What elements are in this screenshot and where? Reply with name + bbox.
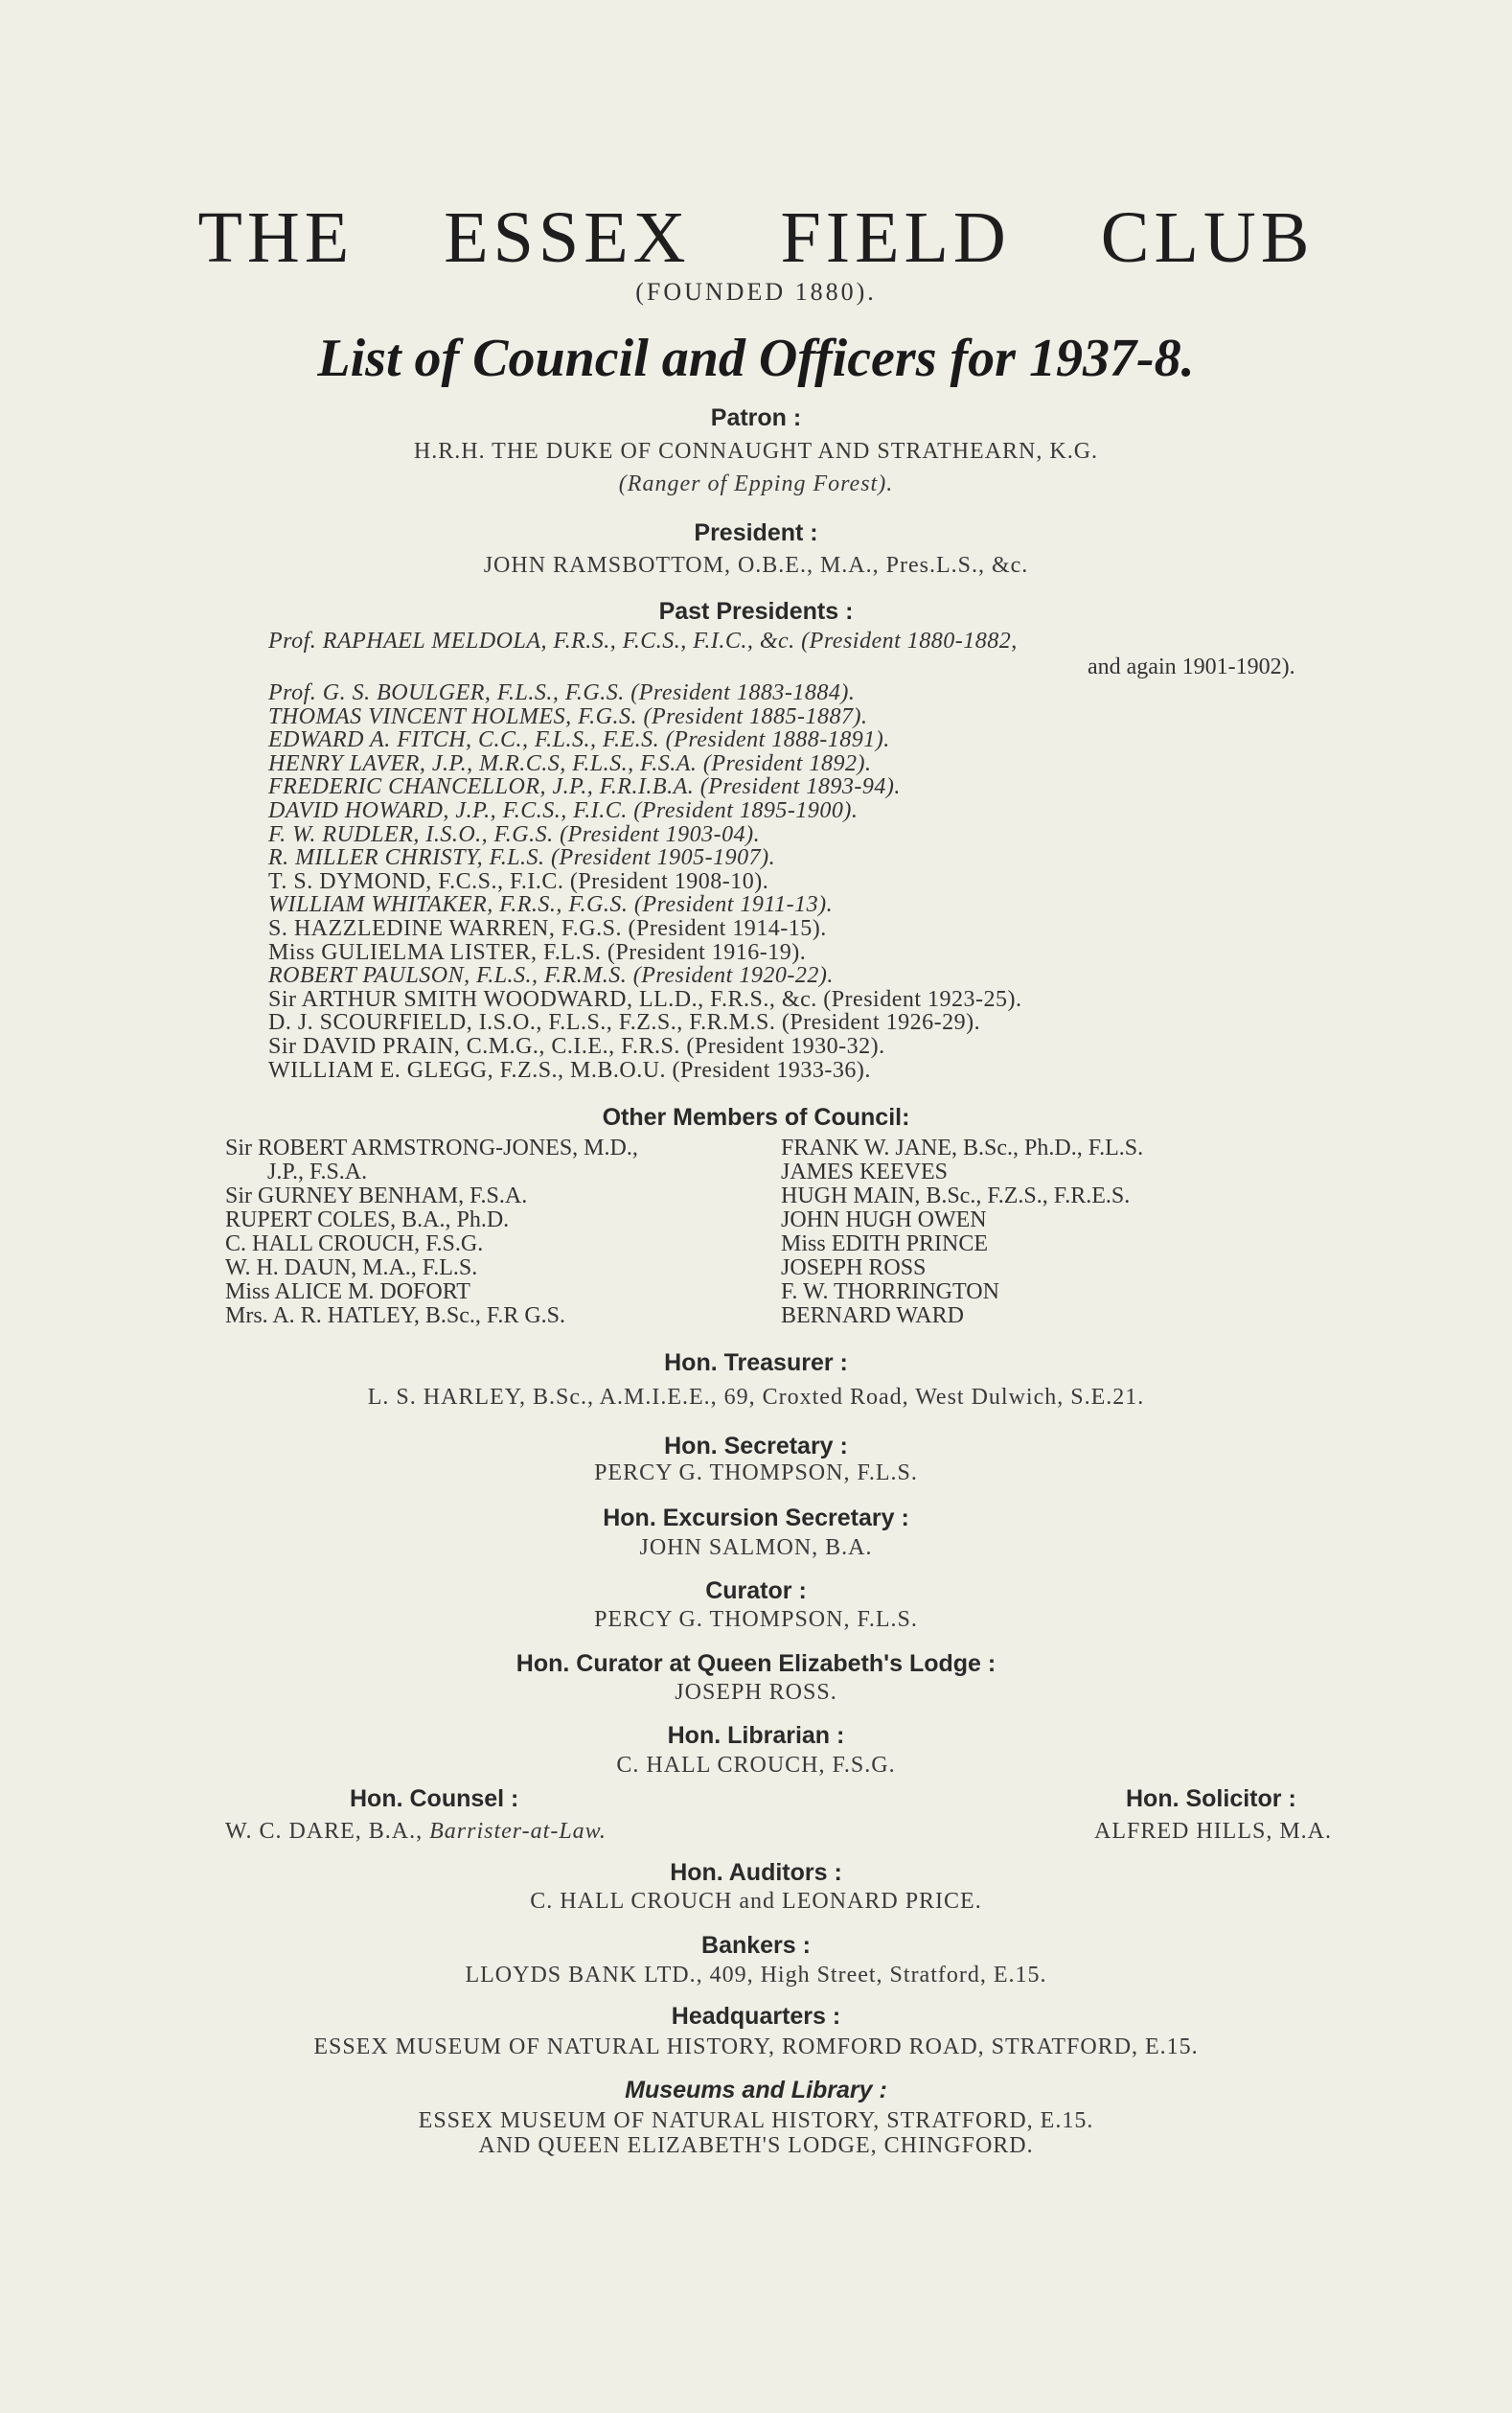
- excursion-secretary-heading: Hon. Excursion Secretary :: [603, 1505, 909, 1531]
- headquarters-name: ESSEX MUSEUM OF NATURAL HISTORY, ROMFORD ROAD, STRATFORD, E.15.: [313, 2034, 1199, 2059]
- past-president-item: T. S. DYMOND, F.C.S., F.I.C. (President 1908-10).: [268, 868, 769, 894]
- secretary-heading: Hon. Secretary :: [664, 1433, 848, 1459]
- council-member: Miss ALICE M. DOFORT: [225, 1279, 470, 1304]
- past-president-item: DAVID HOWARD, J.P., F.C.S., F.I.C. (President 1895-1900).: [268, 798, 859, 823]
- solicitor-heading: Hon. Solicitor :: [1126, 1785, 1296, 1812]
- past-president-item: Miss GULIELMA LISTER, F.L.S. (President 1916-19).: [268, 939, 807, 965]
- council-member: C. HALL CROUCH, F.S.G.: [225, 1231, 484, 1256]
- council-member: Mrs. A. R. HATLEY, B.Sc., F.R G.S.: [225, 1303, 566, 1328]
- council-left-column: [225, 1137, 638, 1328]
- council-member: F. W. THORRINGTON: [781, 1279, 999, 1304]
- past-president-item: WILLIAM WHITAKER, F.R.S., F.G.S. (President 1911-13).: [268, 892, 834, 918]
- lodge-curator-name: JOSEPH ROSS.: [675, 1680, 837, 1705]
- past-president-item: ROBERT PAULSON, F.L.S., F.R.M.S. (President 1920-22).: [268, 963, 834, 989]
- past-president-item: EDWARD A. FITCH, C.C., F.L.S., F.E.S. (President 1888-1891).: [268, 727, 890, 753]
- past-president-item: Prof. G. S. BOULGER, F.L.S., F.G.S. (President 1883-1884).: [268, 680, 856, 705]
- past-president-first-cont: and again 1901-1902).: [1088, 655, 1295, 679]
- council-member: Sir ROBERT ARMSTRONG-JONES, M.D.,: [225, 1136, 638, 1161]
- council-member: W. H. DAUN, M.A., F.L.S.: [225, 1255, 478, 1280]
- past-presidents-heading: Past Presidents :: [658, 598, 854, 625]
- past-president-item: HENRY LAVER, J.P., M.R.C.S, F.L.S., F.S.A. (President 1892).: [268, 750, 872, 776]
- past-president-item: Sir DAVID PRAIN, C.M.G., C.I.E., F.R.S. (President 1930-32).: [268, 1034, 885, 1059]
- librarian-heading: Hon. Librarian :: [667, 1722, 845, 1749]
- patron-note: (Ranger of Epping Forest).: [618, 471, 894, 496]
- past-president-item: Sir ARTHUR SMITH WOODWARD, LL.D., F.R.S., &c. (President 1923-25).: [268, 986, 1022, 1012]
- auditors-heading: Hon. Auditors :: [670, 1859, 842, 1886]
- council-right-column: [781, 1137, 1143, 1328]
- museums-line1: ESSEX MUSEUM OF NATURAL HISTORY, STRATFORD, E.15.: [418, 2108, 1094, 2133]
- council-member: JAMES KEEVES: [781, 1160, 949, 1184]
- council-member: JOSEPH ROSS: [781, 1255, 927, 1280]
- solicitor-name: ALFRED HILLS, M.A.: [1094, 1819, 1333, 1844]
- librarian-name: C. HALL CROUCH, F.S.G.: [616, 1753, 896, 1778]
- bankers-name: LLOYDS BANK LTD., 409, High Street, Stratford, E.15.: [465, 1963, 1047, 1988]
- president-name: JOHN RAMSBOTTOM, O.B.E., M.A., Pres.L.S., &c.: [483, 553, 1029, 578]
- past-president-first: Prof. RAPHAEL MELDOLA, F.R.S., F.C.S., F.I.C., &c. (President 1880-1882,: [268, 629, 1018, 654]
- council-member: HUGH MAIN, B.Sc., F.Z.S., F.R.E.S.: [781, 1184, 1131, 1208]
- president-heading: President :: [694, 519, 818, 546]
- past-president-item: S. HAZZLEDINE WARREN, F.G.S. (President 1914-15).: [268, 916, 827, 941]
- past-president-item: R. MILLER CHRISTY, F.L.S. (President 1905-1907).: [268, 845, 776, 871]
- patron-heading: Patron :: [710, 404, 802, 431]
- headquarters-heading: Headquarters :: [671, 2003, 841, 2030]
- museums-line2: AND QUEEN ELIZABETH'S LODGE, CHINGFORD.: [478, 2133, 1034, 2158]
- page-title: THE ESSEX FIELD CLUB: [197, 197, 1315, 278]
- past-president-item: FREDERIC CHANCELLOR, J.P., F.R.I.B.A. (President 1893-94).: [268, 774, 901, 800]
- council-member: RUPERT COLES, B.A., Ph.D.: [225, 1207, 510, 1232]
- treasurer-heading: Hon. Treasurer :: [664, 1349, 848, 1376]
- council-member: FRANK W. JANE, B.Sc., Ph.D., F.L.S.: [781, 1136, 1144, 1161]
- past-president-item: THOMAS VINCENT HOLMES, F.G.S. (President 1885-1887).: [268, 703, 868, 729]
- lodge-curator-heading: Hon. Curator at Queen Elizabeth's Lodge :: [515, 1650, 997, 1677]
- past-president-item: F. W. RUDLER, I.S.O., F.G.S. (President 1903-04).: [268, 821, 761, 847]
- patron-name: H.R.H. THE DUKE OF CONNAUGHT AND STRATHEARN, K.G.: [413, 439, 1099, 464]
- council-member: BERNARD WARD: [781, 1303, 964, 1328]
- founded-note: (FOUNDED 1880).: [635, 278, 877, 306]
- council-member: Sir GURNEY BENHAM, F.S.A.: [225, 1184, 528, 1208]
- secretary-name: PERCY G. THOMPSON, F.L.S.: [594, 1460, 918, 1485]
- bankers-heading: Bankers :: [701, 1932, 811, 1959]
- past-president-item: D. J. SCOURFIELD, I.S.O., F.L.S., F.Z.S., F.R.M.S. (President 1926-29).: [268, 1010, 981, 1036]
- past-president-item: WILLIAM E. GLEGG, F.Z.S., M.B.O.U. (President 1933-36).: [268, 1057, 871, 1083]
- counsel-heading: Hon. Counsel :: [350, 1785, 519, 1812]
- council-member: J.P., F.S.A.: [267, 1160, 368, 1184]
- museums-heading: Museums and Library :: [625, 2077, 887, 2103]
- council-heading: Other Members of Council:: [602, 1104, 910, 1131]
- counsel-name: W. C. DARE, B.A., Barrister-at-Law.: [225, 1819, 607, 1844]
- excursion-secretary-name: JOHN SALMON, B.A.: [639, 1535, 873, 1560]
- curator-name: PERCY G. THOMPSON, F.L.S.: [594, 1607, 918, 1632]
- auditors-name: C. HALL CROUCH and LEONARD PRICE.: [530, 1889, 982, 1914]
- council-member: JOHN HUGH OWEN: [781, 1207, 987, 1232]
- curator-heading: Curator :: [705, 1577, 807, 1604]
- subtitle: List of Council and Officers for 1937-8.: [317, 329, 1195, 388]
- council-member: Miss EDITH PRINCE: [781, 1231, 989, 1256]
- treasurer-name: L. S. HARLEY, B.Sc., A.M.I.E.E., 69, Croxted Road, West Dulwich, S.E.21.: [367, 1385, 1145, 1410]
